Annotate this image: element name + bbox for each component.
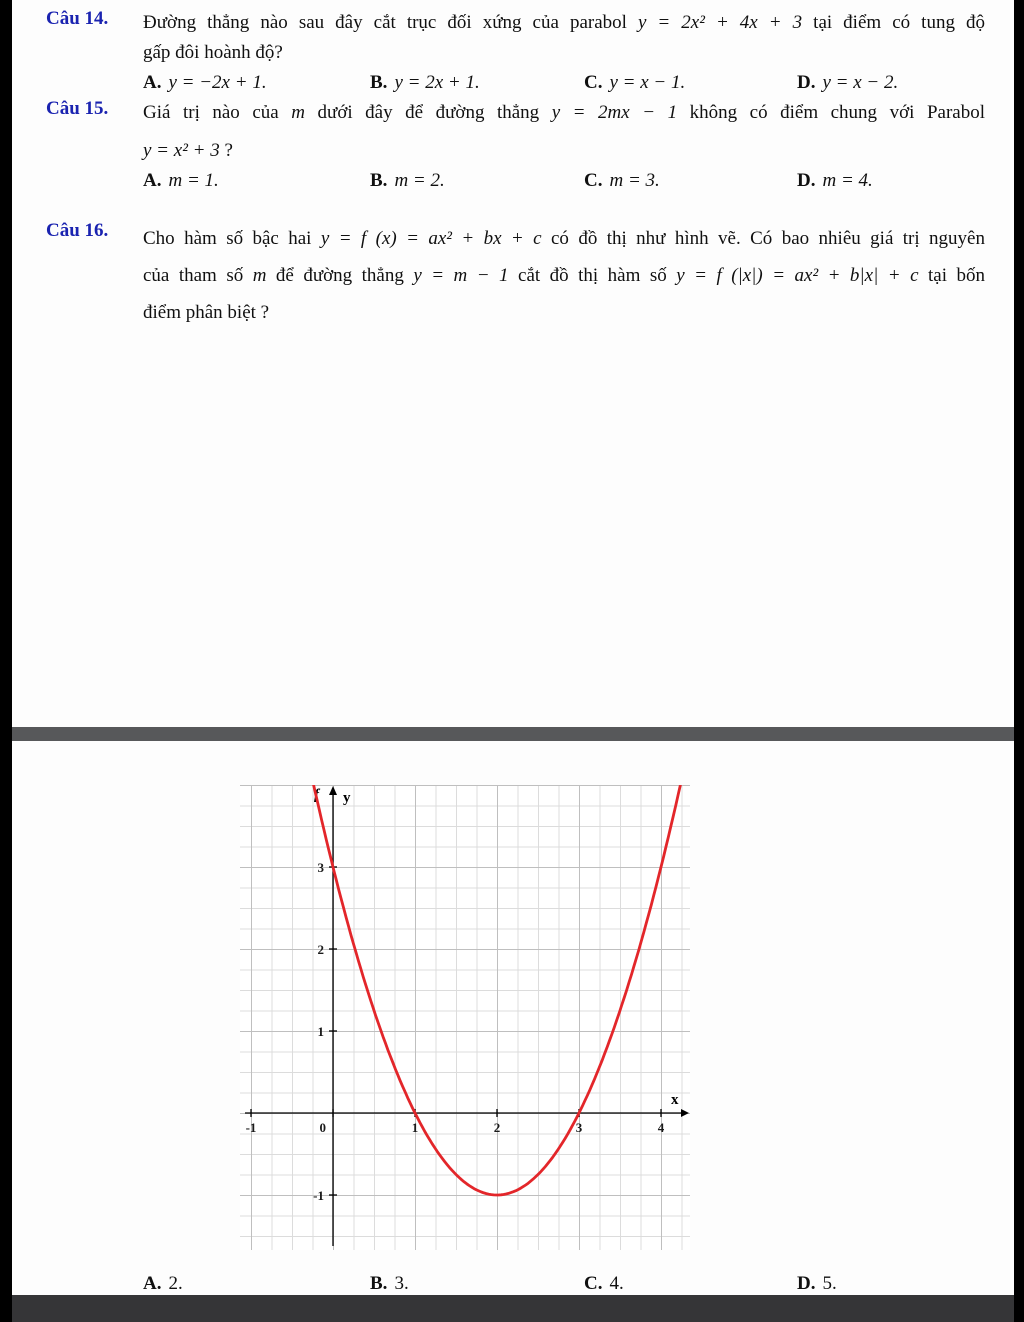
question-text: để đường thẳng — [266, 265, 414, 286]
option-label: A. — [143, 170, 162, 191]
question-16-label: Câu 16. — [46, 220, 109, 241]
question-15-label: Câu 15. — [46, 98, 109, 119]
y-tick-label: -1 — [313, 1188, 324, 1203]
question-15 — [46, 98, 985, 196]
option-label: C. — [584, 72, 603, 93]
option-label: B. — [370, 72, 388, 93]
option-label: C. — [584, 1273, 603, 1294]
math-formula: y = 2mx − 1 — [551, 102, 678, 123]
option-label: A. — [143, 72, 162, 93]
right-border — [1014, 0, 1024, 1322]
y-tick-label: 3 — [317, 860, 324, 875]
y-axis-arrow — [329, 786, 337, 795]
option-label: D. — [797, 170, 816, 191]
question-text: có đồ thị như hình vẽ. Có bao nhiêu giá trị nguyên — [541, 228, 985, 249]
option-value: 5. — [822, 1273, 837, 1294]
option-value: m = 2. — [394, 170, 445, 191]
option-label: D. — [797, 72, 816, 93]
figure-section — [0, 741, 1024, 1322]
question-line — [143, 98, 985, 128]
x-tick-label: 2 — [493, 1120, 501, 1135]
option-b — [370, 166, 584, 196]
question-14-body — [143, 8, 985, 98]
question-text: cắt đồ thị hàm số — [508, 265, 677, 286]
x-tick-label: -1 — [245, 1120, 257, 1135]
option-value: y = −2x + 1. — [168, 72, 267, 93]
y-tick-label: 2 — [317, 942, 324, 957]
question-text: gấp đôi hoành độ? — [143, 42, 283, 63]
question-15-body — [143, 98, 985, 196]
section-divider-bar — [0, 727, 1024, 741]
question-line — [143, 38, 985, 68]
option-value: y = 2x + 1. — [394, 72, 480, 93]
left-border — [0, 0, 12, 1322]
question-line — [143, 257, 985, 294]
option-value: 2. — [168, 1273, 183, 1294]
x-tick-label: 1 — [411, 1120, 419, 1135]
option-a — [143, 68, 370, 98]
question-text: của tham số — [143, 265, 253, 286]
bottom-bar — [0, 1295, 1024, 1322]
question-line — [143, 294, 985, 331]
math-formula: y = x² + 3 — [143, 140, 220, 161]
question-15-options — [143, 166, 985, 196]
option-label: A. — [143, 1273, 162, 1294]
x-tick-label: 4 — [657, 1120, 665, 1135]
question-text: điểm phân biệt ? — [143, 302, 270, 323]
question-14 — [46, 8, 985, 98]
option-value: y = x − 2. — [822, 72, 899, 93]
option-d — [797, 68, 985, 98]
y-axis-label: y — [343, 790, 351, 806]
question-16-body — [143, 220, 985, 331]
parabola-figure — [240, 785, 690, 1250]
option-label: D. — [797, 1273, 816, 1294]
option-c — [584, 68, 797, 98]
y-tick-label: 1 — [317, 1024, 324, 1039]
x-tick-label: 0 — [319, 1120, 326, 1135]
option-value: m = 1. — [168, 170, 219, 191]
option-value: 4. — [609, 1273, 624, 1294]
math-formula: y = m − 1 — [413, 265, 509, 286]
option-c — [584, 166, 797, 196]
question-text: tại điểm có tung độ — [802, 12, 985, 33]
x-tick-label: 3 — [575, 1120, 583, 1135]
question-text: Giá trị nào của — [143, 102, 292, 123]
question-line — [143, 220, 985, 257]
option-b — [370, 68, 584, 98]
option-label: B. — [370, 170, 388, 191]
question-text: Cho hàm số bậc hai — [143, 228, 321, 249]
curve-label: f — [314, 787, 319, 803]
question-line — [143, 136, 985, 166]
math-formula: y = f (x) = ax² + bx + c — [320, 228, 542, 249]
x-axis-label: x — [671, 1092, 679, 1108]
question-16 — [46, 220, 985, 331]
option-value: 3. — [394, 1273, 409, 1294]
question-14-options — [143, 68, 985, 98]
option-d — [797, 166, 985, 196]
question-text: dưới đây để đường thẳng — [304, 102, 552, 123]
question-text: Đường thẳng nào sau đây cắt trục đối xứng của parabol — [143, 12, 638, 33]
option-value: y = x − 1. — [609, 72, 686, 93]
x-axis-arrow — [681, 1109, 689, 1117]
question-14-label: Câu 14. — [46, 8, 109, 29]
figure-svg — [240, 785, 690, 1250]
question-text: không có điểm chung với Parabol — [677, 102, 985, 123]
math-formula: y = 2x² + 4x + 3 — [637, 12, 803, 33]
math-formula: y = f (|x|) = ax² + b|x| + c — [676, 265, 919, 286]
option-label: C. — [584, 170, 603, 191]
option-value: m = 3. — [609, 170, 660, 191]
math-formula: m — [252, 265, 267, 286]
option-label: B. — [370, 1273, 388, 1294]
question-text: tại bốn — [918, 265, 985, 286]
option-value: m = 4. — [822, 170, 873, 191]
question-text: ? — [219, 140, 233, 161]
question-line — [143, 8, 985, 38]
math-formula: m — [291, 102, 305, 123]
option-a — [143, 166, 370, 196]
